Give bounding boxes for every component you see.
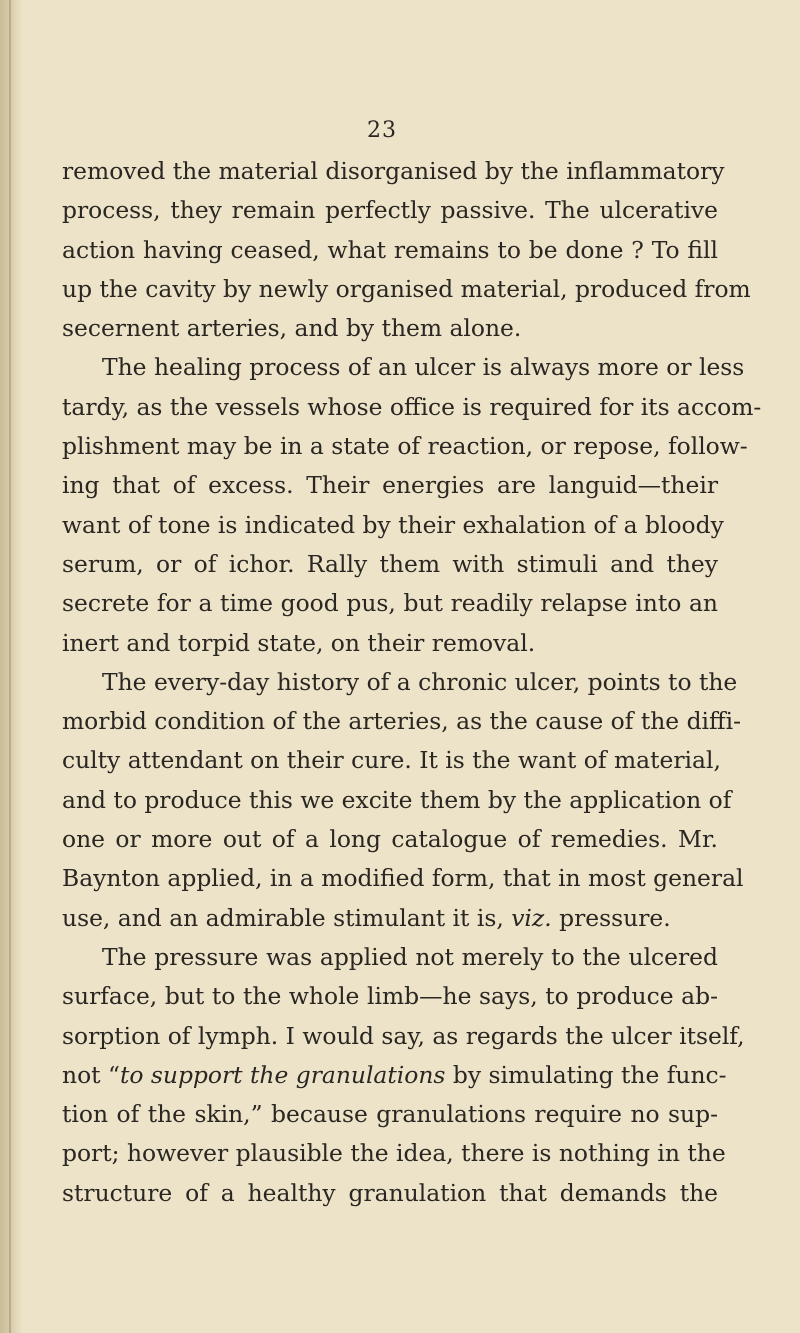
text-line: tion of the skin,” because granulations require no sup- [62,1100,718,1129]
text-line: up the cavity by newly organised material, produced from [62,274,751,303]
book-page [62,0,762,1333]
text-run: use, and an admirable stimulant it is, [62,903,504,932]
text-line: serum, or of ichor. Rally them with stimuli and they [62,549,718,578]
text-line: The healing process of an ulcer is always more or less [102,353,745,382]
text-line: The every-day history of a chronic ulcer, points to the [102,667,738,696]
text-line: The pressure was applied not merely to the ulcered [102,942,718,971]
text-line: ing that of excess. Their energies are languid—their [62,471,718,500]
italic-viz: viz. [511,903,552,932]
text-line: secernent arteries, and by them alone. [62,314,522,343]
text-line: morbid condition of the arteries, as the cause of the diffi- [62,707,742,736]
text-line: secrete for a time good pus, but readily relapse into an [62,589,718,618]
text-line [62,1056,727,1095]
text-run: pressure. [551,903,671,932]
text-line: plishment may be in a state of reaction, or repose, follow- [62,432,748,461]
text-line: surface, but to the whole limb—he says, to produce ab- [62,982,718,1011]
body-text [62,152,762,1213]
italic-quote: to support the granulations [119,1060,446,1089]
text-line: inert and torpid state, on their removal. [62,628,536,657]
text-line: want of tone is indicated by their exhalation of a bloody [62,510,724,539]
text-line: Baynton applied, in a modified form, that in most general [62,864,744,893]
text-line: one or more out of a long catalogue of remedies. Mr. [62,825,718,854]
text-line: removed the material disorganised by the inflammatory [62,157,725,185]
text-line: process, they remain perfectly passive. The ulcerative [62,196,718,225]
text-line: culty attendant on their cure. It is the want of material, [62,746,721,775]
page-binding-edge [0,0,22,1333]
text-line: sorption of lymph. I would say, as regards the ulcer itself, [62,1021,745,1050]
text-line [62,899,718,938]
text-line: and to produce this we excite them by the application of [62,785,732,814]
page-binding-line [9,0,11,1333]
text-line: tardy, as the vessels whose office is required for its accom- [62,392,762,421]
text-run: not “ [62,1060,120,1089]
text-line: port; however plausible the idea, there is nothing in the [62,1139,726,1168]
text-line: action having ceased, what remains to be done ? To fill [62,235,718,264]
text-line: structure of a healthy granulation that demands the [62,1178,718,1207]
page-number: 23 [367,118,397,143]
text-run: by simulating the func- [452,1060,727,1089]
